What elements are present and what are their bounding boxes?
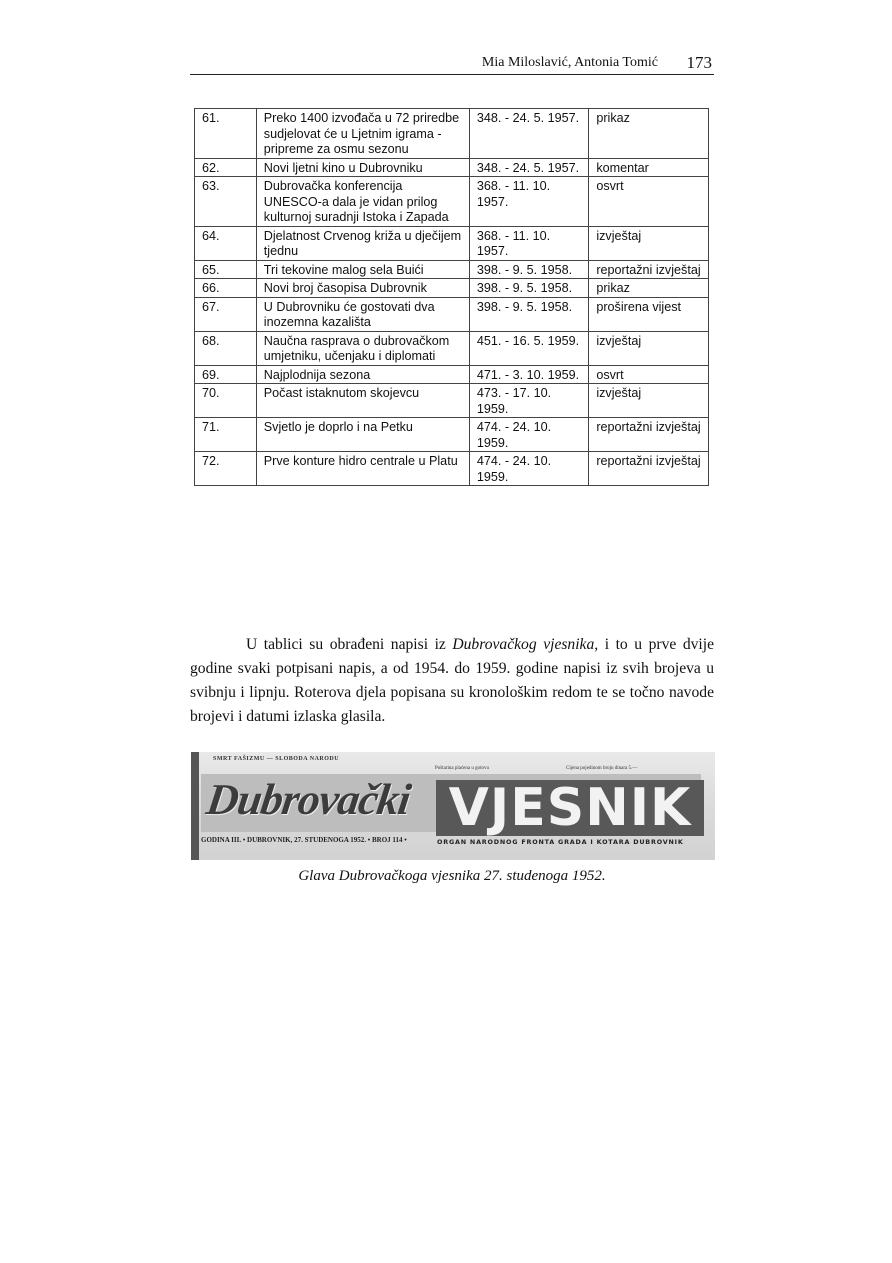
issue-date: 398. - 9. 5. 1958.: [469, 297, 588, 331]
masthead-dateline: GODINA III. • DUBROVNIK, 27. STUDENOGA 1952. • BROJ 114 •: [201, 836, 407, 844]
masthead-organ: ORGAN NARODNOG FRONTA GRADA I KOTARA DUBROVNIK: [437, 838, 684, 846]
table-row: [195, 418, 709, 452]
row-number: 64.: [195, 226, 257, 260]
article-title: Tri tekovine malog sela Buići: [256, 260, 469, 279]
paragraph-text-2: i to u prve dvije godine svaki potpisani napis, a od 1954. do 1959. godine napisi iz svih brojeva u svibnju i lipnju. Roterova djela popisana su kronološkim redom te se točno navode brojevi i datumi izlaska glasila.: [190, 636, 715, 725]
article-genre: reportažni izvještaj: [589, 452, 709, 486]
issue-date: 348. - 24. 5. 1957.: [469, 109, 588, 159]
article-title: Prve konture hidro centrale u Platu: [256, 452, 469, 486]
table-row: [195, 365, 709, 384]
row-number: 61.: [195, 109, 257, 159]
article-title: U Dubrovniku će gostovati dva inozemna kazališta: [256, 297, 469, 331]
article-title: Novi broj časopisa Dubrovnik: [256, 279, 469, 298]
issue-date: 473. - 17. 10. 1959.: [469, 384, 588, 418]
row-number: 69.: [195, 365, 257, 384]
masthead-motto: SMRT FAŠIZMU — SLOBODA NARODU: [213, 756, 340, 762]
row-number: 63.: [195, 177, 257, 227]
article-genre: prikaz: [589, 279, 709, 298]
table-row: [195, 177, 709, 227]
articles-table-body: [195, 109, 709, 486]
table-row: [195, 260, 709, 279]
article-genre: prikaz: [589, 109, 709, 159]
article-genre: izvještaj: [589, 226, 709, 260]
table-row: [195, 109, 709, 159]
table-row: [195, 331, 709, 365]
masthead-price-note: Cijena pojedinom broju dinara 5.—: [566, 766, 638, 771]
article-genre: izvještaj: [589, 331, 709, 365]
issue-date: 368. - 11. 10. 1957.: [469, 226, 588, 260]
row-number: 71.: [195, 418, 257, 452]
article-genre: reportažni izvještaj: [589, 260, 709, 279]
row-number: 66.: [195, 279, 257, 298]
article-title: Naučna rasprava o dubrovačkom umjetniku, učenjaku i diplomati: [256, 331, 469, 365]
article-genre: reportažni izvještaj: [589, 418, 709, 452]
newspaper-masthead-image: [191, 752, 715, 860]
running-header: [190, 52, 714, 75]
issue-date: 474. - 24. 10. 1959.: [469, 452, 588, 486]
paragraph-text-1: U tablici su obrađeni napisi iz: [246, 636, 453, 653]
article-genre: komentar: [589, 158, 709, 177]
issue-date: 398. - 9. 5. 1958.: [469, 260, 588, 279]
page-number: 173: [686, 53, 712, 72]
masthead-postage-note: Poštarina plaćena u gotovu: [435, 766, 490, 771]
table-row: [195, 226, 709, 260]
article-genre: osvrt: [589, 365, 709, 384]
masthead-block-title: VJESNIK: [448, 778, 692, 838]
article-title: Djelatnost Crvenog križa u dječijem tjednu: [256, 226, 469, 260]
article-title: Novi ljetni kino u Dubrovniku: [256, 158, 469, 177]
article-genre: izvještaj: [589, 384, 709, 418]
article-genre: proširena vijest: [589, 297, 709, 331]
row-number: 62.: [195, 158, 257, 177]
issue-date: 398. - 9. 5. 1958.: [469, 279, 588, 298]
issue-date: 348. - 24. 5. 1957.: [469, 158, 588, 177]
article-genre: osvrt: [589, 177, 709, 227]
masthead-script-title: Dubrovački: [203, 775, 414, 824]
row-number: 65.: [195, 260, 257, 279]
articles-table: [194, 108, 709, 486]
row-number: 67.: [195, 297, 257, 331]
page-edge-shadow: [191, 752, 199, 860]
issue-date: 474. - 24. 10. 1959.: [469, 418, 588, 452]
article-title: Dubrovačka konferencija UNESCO-a dala je vidan prilog kulturnoj suradnji Istoka i Zapada: [256, 177, 469, 227]
row-number: 70.: [195, 384, 257, 418]
article-title: Počast istaknutom skojevcu: [256, 384, 469, 418]
table-row: [195, 297, 709, 331]
issue-date: 368. - 11. 10. 1957.: [469, 177, 588, 227]
table-row: [195, 384, 709, 418]
issue-date: 451. - 16. 5. 1959.: [469, 331, 588, 365]
issue-date: 471. - 3. 10. 1959.: [469, 365, 588, 384]
table-row: [195, 452, 709, 486]
header-authors: Mia Miloslavić, Antonia Tomić: [481, 55, 658, 70]
article-title: Preko 1400 izvođača u 72 priredbe sudjelovat će u Ljetnim igrama - pripreme za osmu sezonu: [256, 109, 469, 159]
table-row: [195, 279, 709, 298]
figure-caption: Glava Dubrovačkoga vjesnika 27. studenoga 1952.: [298, 868, 606, 884]
article-title: Svjetlo je doprlo i na Petku: [256, 418, 469, 452]
article-title: Najplodnija sezona: [256, 365, 469, 384]
table-row: [195, 158, 709, 177]
paragraph-italic-title: Dubrovačkog vjesnika,: [452, 636, 599, 653]
row-number: 68.: [195, 331, 257, 365]
body-paragraph: [190, 633, 714, 729]
row-number: 72.: [195, 452, 257, 486]
